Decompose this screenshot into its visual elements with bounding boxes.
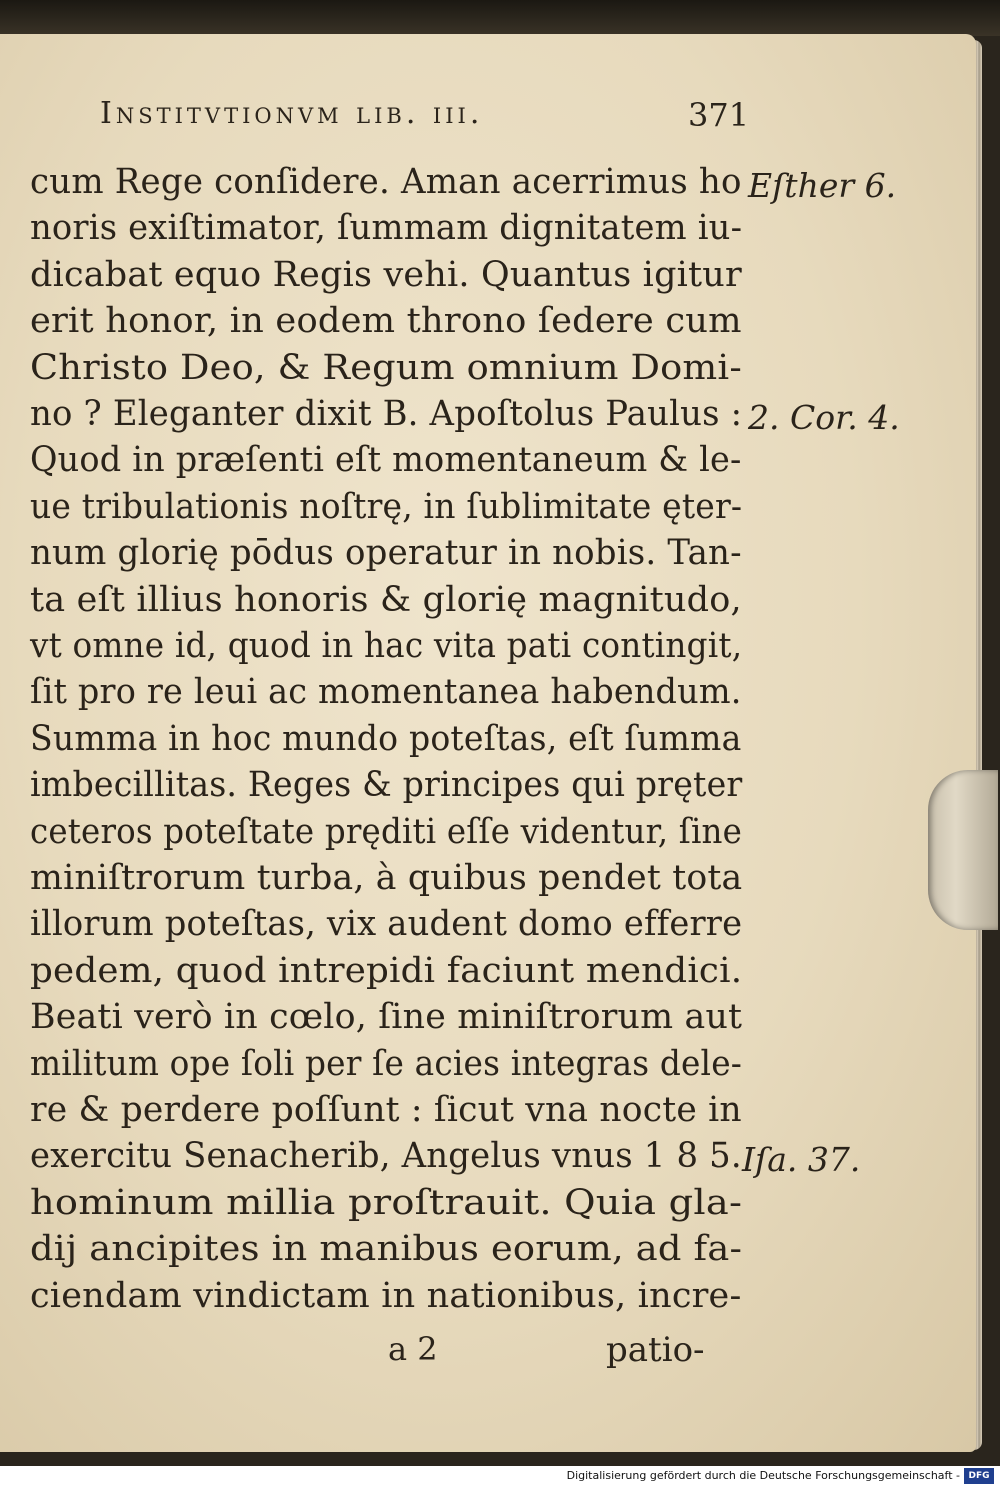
margin-note: Eſther 6. — [748, 166, 897, 205]
text-line: Quod in præſenti eſt momentaneum & le- — [30, 440, 742, 481]
text-line: illorum poteſtas, vix audent domo efferre — [30, 904, 743, 945]
text-line: Summa in hoc mundo poteſtas, eſt ſumma — [30, 718, 742, 759]
margin-note: Iſa. 37. — [742, 1140, 861, 1180]
book-clasp — [928, 770, 998, 930]
text-line: erit honor, in eodem throno ſedere cum — [30, 301, 742, 342]
text-line: exercitu Senacherib, Angelus vnus 1 8 5. — [30, 1136, 742, 1177]
text-line: hominum millia proſtrauit. Quia gla- — [30, 1182, 743, 1223]
text-line: Christo Deo, & Regum omnium Domi- — [30, 347, 742, 388]
text-line: ue tribulationis noſtrę, in ſublimitate ęter- — [30, 486, 743, 527]
text-line: cum Rege conſidere. Aman acerrimus ho — [30, 162, 742, 202]
text-line: militum ope ſoli per ſe acies integras dele- — [30, 1043, 743, 1084]
dfg-logo-icon: DFG — [964, 1468, 994, 1484]
text-line: vt omne id, quod in hac vita pati contingit, — [30, 626, 743, 666]
credit-text: Digitalisierung gefördert durch die Deutsche Forschungsgemeinschaft - — [566, 1469, 960, 1482]
text-line: ciendam vindictam in nationibus, incre- — [30, 1275, 742, 1316]
margin-note: 2. Cor. 4. — [748, 398, 900, 437]
page-number: 371 — [688, 96, 750, 134]
text-line: imbecillitas. Reges & principes qui pręter — [30, 765, 743, 806]
text-line: num glorię pōdus operatur in nobis. Tan- — [30, 533, 742, 574]
signature-mark: a 2 — [388, 1330, 438, 1368]
running-head: Institvtionvm lib. iii. — [100, 96, 484, 131]
text-line: re & perdere poſſunt : ſicut vna nocte in — [30, 1090, 742, 1130]
text-line: ſit pro re leui ac momentanea habendum. — [30, 672, 742, 713]
text-line: miniſtrorum turba, à quibus pendet tota — [30, 858, 743, 898]
text-line: ta eſt illius honoris & glorię magnitudo, — [30, 579, 742, 620]
text-line: no ? Eleganter dixit B. Apoſtolus Paulus : — [30, 394, 743, 434]
text-line: noris exiſtimator, ſummam dignitatem iu- — [30, 208, 743, 249]
catchword: patio- — [606, 1330, 705, 1370]
text-line: dicabat equo Regis vehi. Quantus igitur — [30, 254, 742, 295]
text-line: ceteros poteſtate pręditi eſſe videntur, ſine — [30, 811, 743, 852]
text-line: Beati verò in cœlo, ſine miniſtrorum aut — [30, 997, 743, 1038]
book-top-edge — [0, 0, 1000, 36]
text-line: pedem, quod intrepidi faciunt mendici. — [30, 950, 743, 991]
text-line: dij ancipites in manibus eorum, ad fa- — [30, 1229, 743, 1270]
